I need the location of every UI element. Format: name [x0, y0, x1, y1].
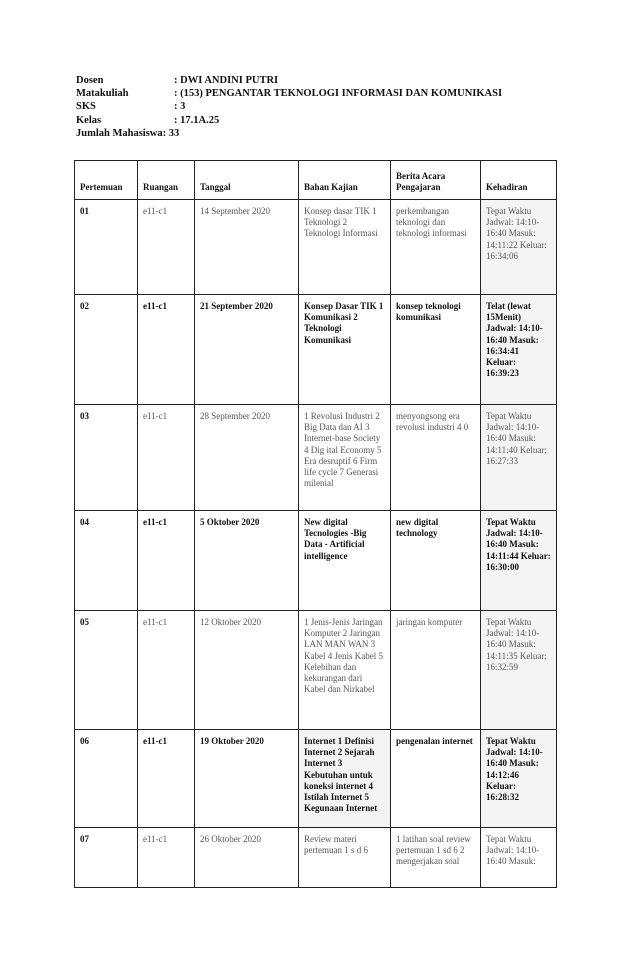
table-row	[75, 511, 557, 611]
col-header-bahan-kajian: Bahan Kajian	[299, 161, 391, 200]
table-row	[75, 405, 557, 511]
col-header-ruangan: Ruangan	[138, 161, 195, 200]
kelas-row	[76, 114, 502, 127]
cell-kehadiran: Tepat Waktu Jadwal: 14:10-16:40 Masuk: 14:11:22 Keluar: 16:34:06	[481, 200, 557, 295]
cell-ruangan: e11-c1	[138, 200, 195, 295]
jumlah-mahasiswa-value: : 33	[162, 127, 180, 139]
cell-pertemuan: 03	[75, 405, 138, 511]
cell-kehadiran: Tepat Waktu Jadwal: 14:10-16:40 Masuk: 14:11:44 Keluar: 16:30:00	[481, 511, 557, 611]
cell-pertemuan: 06	[75, 730, 138, 828]
cell-pertemuan: 01	[75, 200, 138, 295]
table-row	[75, 730, 557, 828]
col-header-kehadiran: Kehadiran	[481, 161, 557, 200]
cell-ruangan: e11-c1	[138, 730, 195, 828]
cell-kehadiran: Tepat Waktu Jadwal: 14:10-16:40 Masuk:	[481, 828, 557, 888]
cell-berita-acara: pengenalan internet	[391, 730, 481, 828]
cell-berita-acara: 1 latihan soal review pertemuan 1 sd 6 2 mengerjakan soal	[391, 828, 481, 888]
table-header-row	[75, 161, 557, 200]
col-header-berita-acara: Berita Acara Pengajaran	[391, 161, 481, 200]
cell-berita-acara: jaringan komputer	[391, 611, 481, 730]
sks-label: SKS	[76, 101, 96, 113]
cell-tanggal: 26 Oktober 2020	[195, 828, 299, 888]
cell-tanggal: 12 Oktober 2020	[195, 611, 299, 730]
cell-bahan-kajian: 1 Jenis-Jenis Jaringan Komputer 2 Jaringan LAN MAN WAN 3 Kabel 4 Jenis Kabel 5 Kelebihan dan kekurangan dari Kabel dan Nirkabel	[299, 611, 391, 730]
sks-row	[76, 100, 502, 113]
course-header	[76, 74, 502, 140]
cell-ruangan: e11-c1	[138, 405, 195, 511]
cell-berita-acara: konsep teknologi komunikasi	[391, 295, 481, 405]
cell-kehadiran: Tepat Waktu Jadwal: 14:10-16:40 Masuk: 14:11:35 Keluar: 16:32:59	[481, 611, 557, 730]
col-header-tanggal: Tanggal	[195, 161, 299, 200]
cell-tanggal: 21 September 2020	[195, 295, 299, 405]
cell-berita-acara: menyongsong era revolusi industri 4 0	[391, 405, 481, 511]
table-row	[75, 828, 557, 888]
table-row	[75, 295, 557, 405]
cell-bahan-kajian: 1 Revolusi Industri 2 Big Data dan AI 3 Internet-base Society 4 Dig ital Economy 5 Era desruptif 6 Firm life cycle 7 Generasi milenial	[299, 405, 391, 511]
cell-ruangan: e11-c1	[138, 511, 195, 611]
matakuliah-row	[76, 87, 502, 100]
sks-value: : 3	[174, 101, 186, 113]
cell-tanggal: 5 Oktober 2020	[195, 511, 299, 611]
dosen-value: : DWI ANDINI PUTRI	[174, 75, 279, 86]
matakuliah-value: : (153) PENGANTAR TEKNOLOGI INFORMASI DAN KOMUNIKASI	[174, 88, 503, 100]
kelas-value: : 17.1A.25	[174, 114, 220, 126]
table-row	[75, 611, 557, 730]
dosen-label: Dosen	[76, 75, 104, 86]
cell-berita-acara: new digital technology	[391, 511, 481, 611]
table-row	[75, 200, 557, 295]
cell-ruangan: e11-c1	[138, 611, 195, 730]
cell-ruangan: e11-c1	[138, 295, 195, 405]
attendance-table	[74, 160, 557, 888]
cell-bahan-kajian: Konsep dasar TIK 1 Teknologi 2 Teknologi Informasi	[299, 200, 391, 295]
cell-bahan-kajian: Review materi pertemuan 1 s d 6	[299, 828, 391, 888]
kelas-label: Kelas	[76, 114, 102, 126]
cell-berita-acara: perkembangan teknologi dan teknologi informasi	[391, 200, 481, 295]
cell-bahan-kajian: New digital Tecnologies -Big Data - Artificial intelligence	[299, 511, 391, 611]
cell-ruangan: e11-c1	[138, 828, 195, 888]
cell-tanggal: 28 September 2020	[195, 405, 299, 511]
jumlah-mahasiswa-row	[76, 127, 502, 140]
cell-pertemuan: 05	[75, 611, 138, 730]
cell-pertemuan: 02	[75, 295, 138, 405]
cell-pertemuan: 04	[75, 511, 138, 611]
cell-kehadiran: Tepat Waktu Jadwal: 14:10-16:40 Masuk: 14:11:40 Keluar: 16:27:33	[481, 405, 557, 511]
dosen-row	[76, 74, 502, 87]
cell-bahan-kajian: Internet 1 Definisi Internet 2 Sejarah Internet 3 Kebutuhan untuk koneksi internet 4 Istilah Internet 5 Kegunaan Internet	[299, 730, 391, 828]
jumlah-mahasiswa-label: Jumlah Mahasiswa	[76, 127, 163, 139]
cell-kehadiran: Telat (lewat 15Menit) Jadwal: 14:10-16:40 Masuk: 16:34:41 Keluar: 16:39:23	[481, 295, 557, 405]
matakuliah-label: Matakuliah	[76, 88, 129, 100]
cell-kehadiran: Tepat Waktu Jadwal: 14:10-16:40 Masuk: 14:12:46 Keluar: 16:28:32	[481, 730, 557, 828]
cell-tanggal: 14 September 2020	[195, 200, 299, 295]
col-header-pertemuan: Pertemuan	[75, 161, 138, 200]
cell-tanggal: 19 Oktober 2020	[195, 730, 299, 828]
cell-bahan-kajian: Konsep Dasar TIK 1 Komunikasi 2 Teknologi Komunikasi	[299, 295, 391, 405]
cell-pertemuan: 07	[75, 828, 138, 888]
